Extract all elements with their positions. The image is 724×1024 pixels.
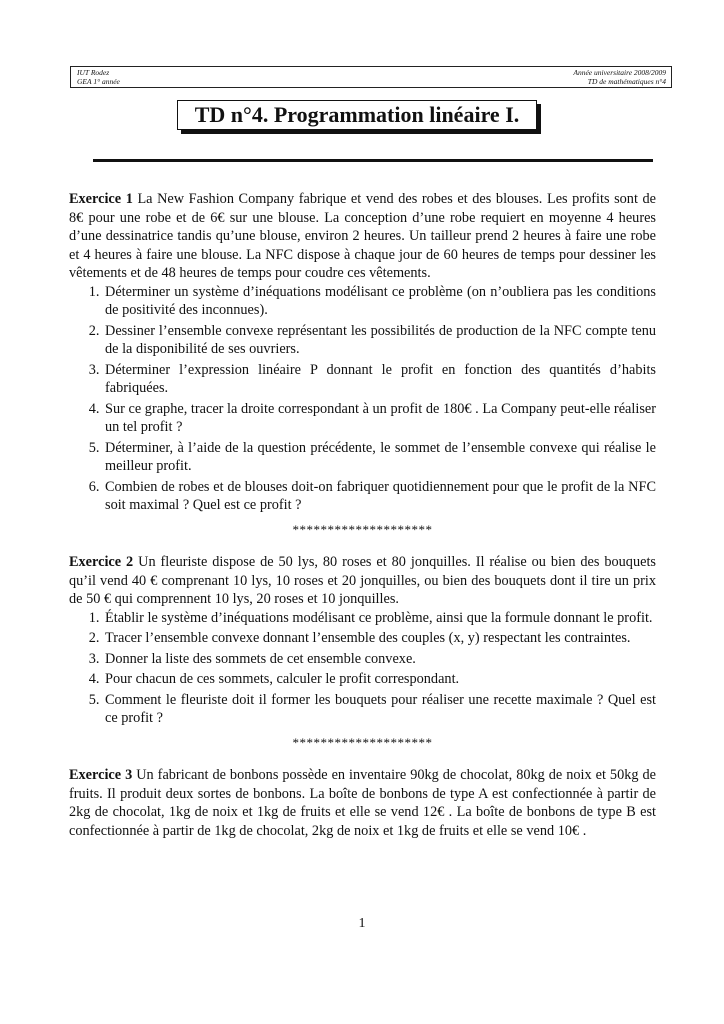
exercise-3 [69, 766, 656, 840]
question-item: 6. Combien de robes et de blouses doit-on fabriquer quotidiennement pour que le profit de la NFC soit maximal ? Quel est ce profit ? [103, 478, 656, 515]
header-program: GEA 1° année [77, 77, 120, 86]
exercise-intro [69, 766, 656, 840]
question-item: 5. Comment le fleuriste doit il former les bouquets pour réaliser une recette maximale ? Quel est ce profit ? [103, 691, 656, 728]
question-item: 4. Sur ce graphe, tracer la droite correspondant à un profit de 180€ . La Company peut-elle réaliser un tel profit ? [103, 400, 656, 437]
question-item: 3. Déterminer l’expression linéaire P donnant le profit en fonction des quantités d’habits fabriquées. [103, 361, 656, 398]
question-item: 1. Déterminer un système d’inéquations modélisant ce problème (on n’oubliera pas les conditions de positivité des inconnues). [103, 283, 656, 320]
exercise-text: Un fleuriste dispose de 50 lys, 80 roses et 80 jonquilles. Il réalise ou bien des bouquets qu’il vend 40 € comprenant 10 lys, 10 roses et 20 jonquilles, ou bien des bouquets dont il tire un prix de 50 € qui comprennent 10 lys, 20 roses et 10 jonquilles. [69, 554, 656, 607]
exercise-heading: Exercice 3 [69, 767, 133, 783]
question-item: 3. Donner la liste des sommets de cet ensemble convexe. [103, 650, 656, 669]
exercise-text: La New Fashion Company fabrique et vend des robes et des blouses. Les profits sont de 8€ pour une robe et de 6€ sur une blouse. La conception d’une robe requiert en moyenne 4 heures d’une dessinatrice tandis qu’une blouse, environ 2 heures. Un tailleur prend 2 heures à faire une robe et 4 heures à faire une blouse. La NFC dispose à chaque jour de 60 heures de temps pour dessiner les vêtements et de 48 heures de temps pour coudre ces vêtements. [69, 191, 656, 281]
header-td-label: TD de mathématiques n°4 [587, 77, 666, 86]
question-item: 2. Tracer l’ensemble convexe donnant l’ensemble des couples (x, y) respectant les contraintes. [103, 629, 656, 648]
exercise-intro [69, 553, 656, 609]
separator: ******************** [292, 521, 433, 537]
title-rule [93, 159, 653, 162]
page-number: 1 [358, 916, 366, 931]
document-body [69, 190, 656, 840]
question-list [69, 609, 656, 728]
exercise-1 [69, 190, 656, 515]
exercise-intro [69, 190, 656, 283]
exercise-heading: Exercice 2 [69, 554, 134, 570]
header-left [77, 68, 120, 86]
page-header [70, 66, 672, 88]
question-list [69, 283, 656, 515]
exercise-2 [69, 553, 656, 728]
title-box [177, 100, 537, 130]
question-item: 5. Déterminer, à l’aide de la question précédente, le sommet de l’ensemble convexe qui réalise le meilleur profit. [103, 439, 656, 476]
header-academic-year: Année universitaire 2008/2009 [573, 68, 666, 77]
question-item: 1. Établir le système d’inéquations modélisant ce problème, ainsi que la formule donnant le profit. [103, 609, 656, 628]
separator: ******************** [292, 734, 433, 750]
question-item: 4. Pour chacun de ces sommets, calculer le profit correspondant. [103, 670, 656, 689]
exercise-heading: Exercice 1 [69, 191, 133, 207]
question-item: 2. Dessiner l’ensemble convexe représentant les possibilités de production de la NFC compte tenu de la disponibilité de ses ouvriers. [103, 322, 656, 359]
header-institution: IUT Rodez [77, 68, 110, 77]
page-title: TD n°4. Programmation linéaire I. [194, 102, 520, 127]
exercise-text: Un fabricant de bonbons possède en inventaire 90kg de chocolat, 80kg de noix et 50kg de fruits. Il produit deux sortes de bonbons. La boîte de bonbons de type A est confectionnée à partir de 2kg de chocolat, 1kg de noix et 1kg de fruits et elle se vend 12€ . La boîte de bonbons de type B est confectionnée à partir de 1kg de chocolat, 2kg de noix et 1kg de fruits et elle se vend 10€ . [69, 767, 656, 839]
header-right [573, 68, 666, 86]
